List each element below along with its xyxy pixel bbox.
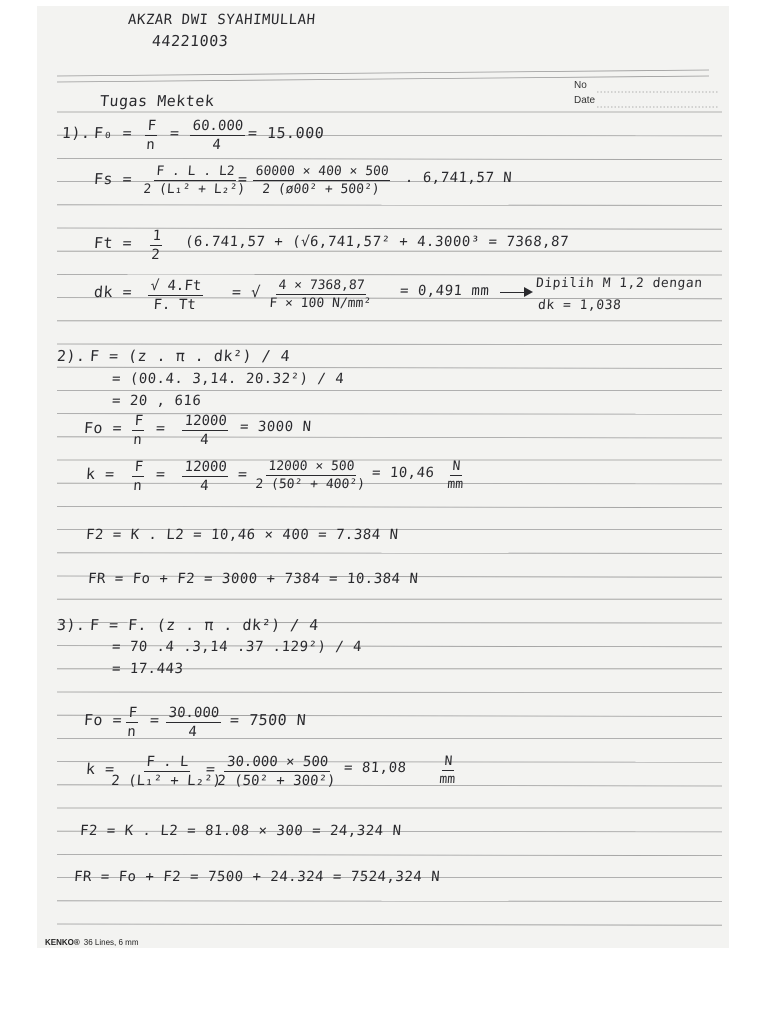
ruled-line [57,367,722,368]
p1-fs-lhs: Fs = [93,170,133,188]
p2-fo-frac2 [181,413,230,448]
ruled-line [57,205,722,206]
p3-fo-frac1-num: F [126,705,140,723]
p1-dk-lhs: dk = [93,283,133,301]
p2-k-frac1-num: F [132,459,146,477]
p1-fo-lhs: F₀ = [93,124,133,142]
p2-k-frac1-den: n [132,478,143,494]
p2-fo-eq: = [155,419,167,437]
p1-dk-frac2-num: 4 × 7368,87 [276,278,367,295]
p3-k-frac2-den: 2 (50² + 300²) [216,773,336,789]
page-title: Tugas Mektek [99,92,216,110]
p1-dk-frac2 [267,278,375,311]
p1-dk-frac1 [147,278,204,313]
p2-k-frac2 [181,459,230,494]
ruled-line [57,692,722,693]
p3-line1: F = F. (z . π . dk²) / 4 [89,616,320,634]
p2-k-eq2: = [237,465,249,483]
p2-f2: F2 = K . L2 = 10,46 × 400 = 7.384 N [85,527,400,543]
p2-fo-frac1-den: n [132,432,143,448]
p3-k-frac2-num: 30.000 × 500 [224,754,330,772]
no-label: No [574,80,587,91]
ruled-line [57,158,722,159]
p2-fo-frac2-den: 4 [199,432,210,448]
p3-k-frac1-den: 2 (L₁² + L₂²) [110,773,222,789]
notebook-brand [45,938,139,947]
ruled-line [57,274,722,275]
p2-fr: FR = Fo + F2 = 3000 + 7384 = 10.384 N [87,571,419,587]
p3-fo-frac2-den: 4 [187,724,198,740]
p2-k-frac2-num: 12000 [182,459,229,477]
p3-f2: F2 = K . L2 = 81.08 × 300 = 24,324 N [79,823,402,839]
p1-fs-frac1 [141,164,249,197]
p3-fo-frac1-den: n [126,724,137,740]
p3-k-eq: = [205,760,217,778]
p1-dk-result: = 0,491 mm [399,283,490,299]
ruled-line [57,483,722,484]
p1-dk-note1: Dipilih M 1,2 dengan [535,276,704,291]
brand-name: KENKO® [45,938,80,947]
p1-fs-frac2 [252,164,391,197]
p1-fs-eq: = [237,170,249,188]
p1-fo-frac2-den: 4 [211,137,222,153]
p3-fo-eq: = [149,711,161,729]
p3-k-frac2 [215,754,339,789]
p2-k-lhs: k = [85,465,116,483]
p1-dk-note2: dk = 1,038 [537,298,622,313]
p1-dk-frac1-den: F. Tt [152,297,197,313]
p3-k-result: = 81,08 [343,760,408,776]
p2-k-frac3 [253,459,369,492]
p1-ft-expr: (6.741,57 + (√6,741,57² + 4.3000³ = 7368,87 [184,234,570,250]
p2-k-frac1 [131,459,146,494]
p1-dk-frac1-num: √ 4.Ft [148,278,204,296]
p2-k-result: = 10,46 [371,465,436,481]
p3-k-unit-den: mm [438,772,456,787]
p1-fs-frac2-num: 60000 × 400 × 500 [253,164,391,181]
p1-ft-frac-den: 2 [150,247,161,263]
p2-k-unit-den: mm [446,477,464,492]
p1-ft-lhs: Ft = [93,234,133,252]
p1-fo-eq: = [169,124,181,142]
p2-k-eq1: = [155,465,167,483]
p1-fs-frac1-num: F . L . L2 [154,164,237,181]
header-rule [57,70,709,76]
p3-fo-result: = 7500 N [229,711,307,729]
p3-fo-lhs: Fo = [83,711,123,729]
problem-2-number: 2). [56,347,87,365]
p1-ft-frac [149,228,164,263]
p2-fo-result: = 3000 N [239,419,312,435]
p3-k-lhs: k = [85,760,116,778]
p1-fs-frac2-den: 2 (ø00² + 500²) [261,182,381,197]
p3-fo-frac1 [125,705,140,740]
p1-dk-eq: = √ [231,283,262,301]
p1-fs-result: . 6,741,57 N [404,170,513,186]
p2-k-unit-num: N [450,459,463,476]
p3-line3: = 17.443 [111,661,184,677]
p1-fs-frac1-den: 2 (L₁² + L₂²) [142,182,246,197]
p2-k-unit [445,459,467,492]
p1-fo-frac1-num: F [145,118,159,136]
p1-dk-frac2-den: F × 100 N/mm² [268,296,372,311]
p1-fo-frac1-den: n [145,137,156,153]
ruled-line [57,854,722,855]
ruled-line [57,901,722,902]
arrow-line [500,292,526,293]
p1-fo-frac1 [144,118,159,153]
p2-k-frac3-num: 12000 × 500 [266,459,357,476]
date-label: Date [574,95,596,106]
p2-fo-frac1-num: F [132,413,146,431]
p1-fo-frac2-num: 60.000 [190,118,246,136]
ruled-line [57,924,722,925]
ruled-line [57,414,722,415]
header-rule [57,76,709,82]
p2-fo-frac2-num: 12000 [182,413,229,431]
p1-ft-frac-num: 1 [150,228,164,246]
p2-line3: = 20 , 616 [111,393,202,409]
p3-line2: = 70 .4 .3,14 .37 .129²) / 4 [111,639,363,655]
arrow-head-icon [524,287,533,297]
problem-3-number: 3). [56,616,87,634]
p1-fo-result: = 15.000 [247,124,325,142]
p3-fr: FR = Fo + F2 = 7500 + 24.324 = 7524,324 N [73,869,441,885]
brand-spec: 36 Lines, 6 mm [83,938,139,947]
ruled-line [57,553,722,554]
p3-k-unit [437,754,459,787]
p2-fo-frac1 [131,413,146,448]
p3-k-frac1-num: F . L [144,754,191,772]
p3-k-unit-num: N [442,754,455,771]
student-name: AKZAR DWI SYAHIMULLAH [127,12,317,28]
p2-line2: = (00.4. 3,14. 20.32²) / 4 [111,371,345,387]
p3-fo-frac2 [165,705,222,740]
p2-k-frac3-den: 2 (50² + 400²) [254,477,366,492]
student-id: 44221003 [151,32,229,50]
p2-k-frac2-den: 4 [199,478,210,494]
p1-fo-frac2 [189,118,246,153]
p2-line1: F = (z . π . dk²) / 4 [89,347,291,365]
p2-fo-lhs: Fo = [83,419,123,437]
problem-1-number: 1). [61,124,92,142]
ruled-line [57,506,722,507]
ruled-line [57,344,722,345]
p3-fo-frac2-num: 30.000 [166,705,222,723]
